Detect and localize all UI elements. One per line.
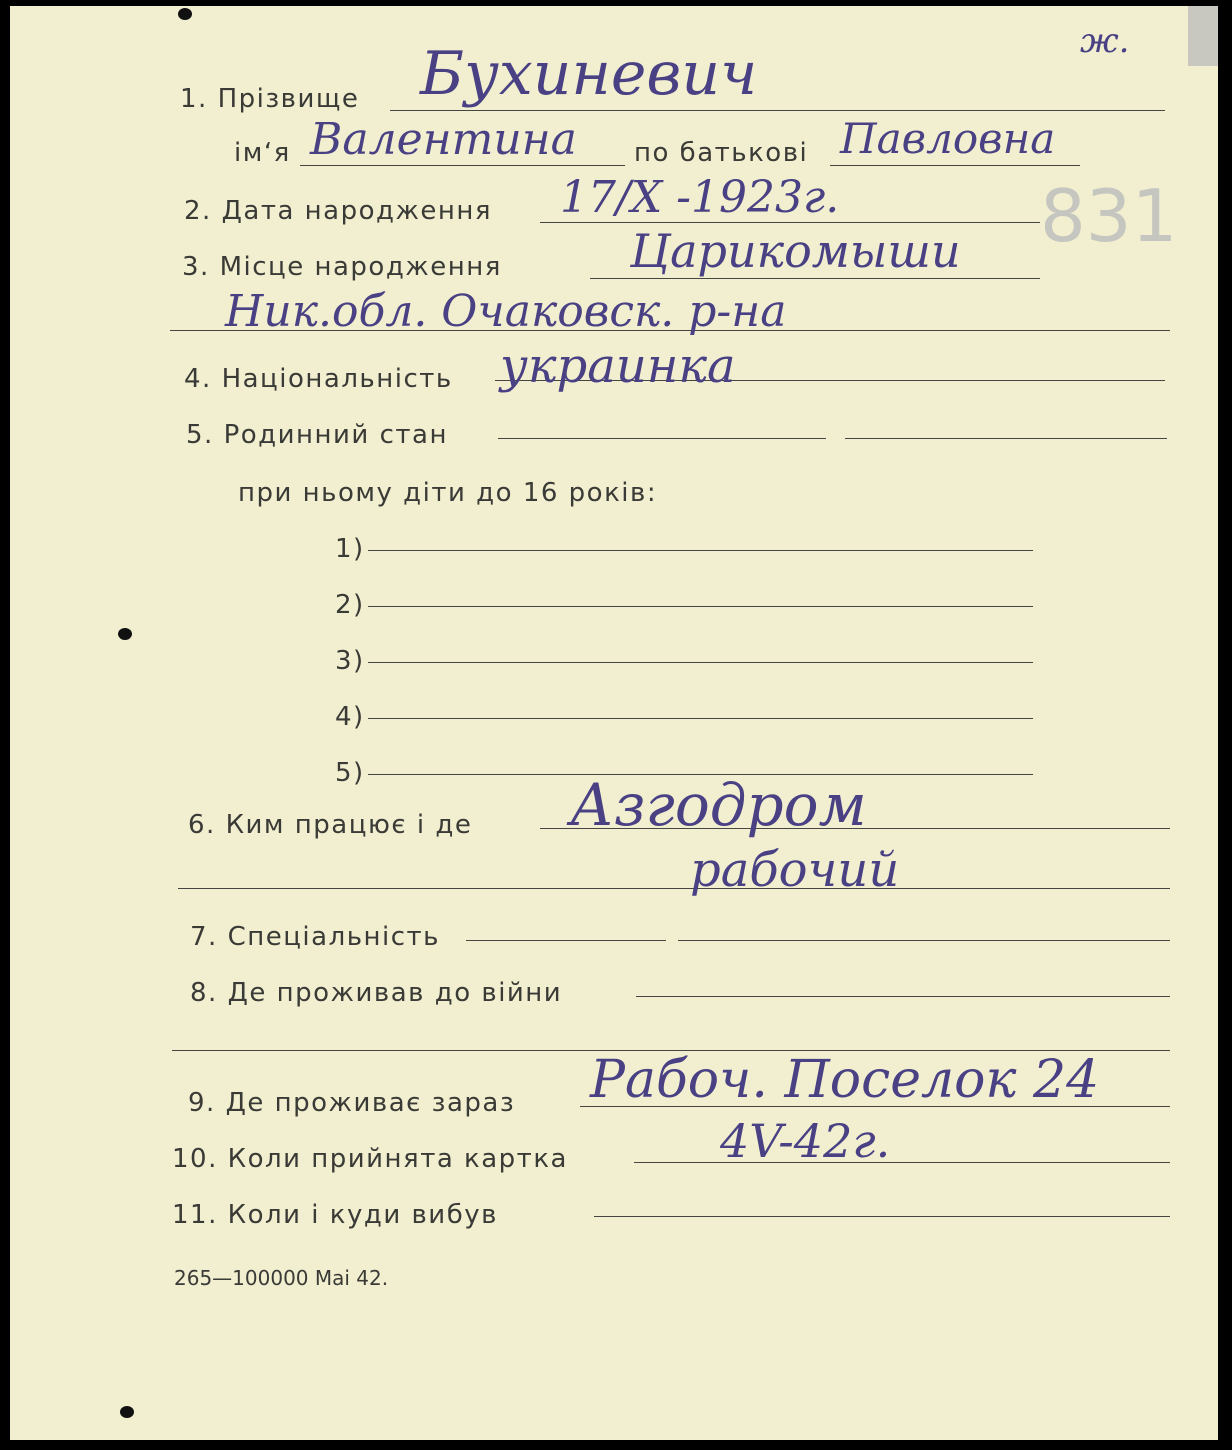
patronymic-line (830, 165, 1080, 166)
first-name-label: ім‘я (234, 138, 291, 168)
children-label: при ньому діти до 16 років: (238, 478, 658, 508)
card-accepted-line (634, 1162, 1170, 1163)
child-3-line (368, 662, 1033, 663)
archive-number: 831 (1040, 174, 1178, 258)
birth-place-line (590, 278, 1040, 279)
occupation-value-2: рабочий (690, 842, 900, 898)
birth-date-value: 17/X -1923г. (560, 172, 840, 223)
occupation-line-2 (178, 888, 1170, 889)
patronymic-label: по батькові (634, 138, 809, 168)
punch-hole-top (178, 8, 192, 20)
departed-line (594, 1216, 1170, 1217)
patronymic-value: Павловна (840, 114, 1056, 163)
current-residence-value: Рабоч. Поселок 24 (590, 1050, 1100, 1110)
birth-place-value: Царикомыши (630, 224, 961, 278)
child-4-label: 4) (335, 702, 365, 732)
card-accepted-label: 10. Коли прийнята картка (172, 1144, 568, 1174)
occupation-value: Азгодром (570, 771, 867, 839)
birth-place-label: 3. Місце народження (182, 252, 502, 282)
card-accepted-value: 4V-42г. (720, 1114, 891, 1168)
child-2-line (368, 606, 1033, 607)
marital-status-line-b (845, 438, 1167, 439)
first-name-line (300, 165, 625, 166)
birth-place-value-2: Ник.обл. Очаковск. р-на (225, 286, 787, 337)
specialty-line-b (678, 940, 1170, 941)
child-1-label: 1) (335, 534, 365, 564)
child-2-label: 2) (335, 590, 365, 620)
corner-tab (1188, 6, 1218, 66)
birth-date-label: 2. Дата народження (184, 196, 493, 226)
child-1-line (368, 550, 1033, 551)
nationality-value: украинка (500, 338, 736, 394)
marital-status-line-a (498, 438, 826, 439)
occupation-label: 6. Ким працює і де (188, 810, 473, 840)
departed-label: 11. Коли і куди вибув (172, 1200, 498, 1230)
print-code: 265—100000 Mai 42. (174, 1266, 389, 1290)
specialty-label: 7. Спеціальність (190, 922, 441, 952)
marital-status-label: 5. Родинний стан (186, 420, 448, 450)
nationality-label: 4. Національність (184, 364, 453, 394)
surname-line (390, 110, 1165, 111)
punch-hole-bottom (120, 1406, 134, 1418)
child-3-label: 3) (335, 646, 365, 676)
current-residence-label: 9. Де проживає зараз (188, 1088, 516, 1118)
prewar-residence-line (636, 996, 1170, 997)
prewar-residence-label: 8. Де проживав до війни (190, 978, 563, 1008)
first-name-value: Валентина (310, 114, 577, 165)
corner-note: ж. (1080, 21, 1130, 61)
surname-label: 1. Прізвище (180, 84, 360, 114)
child-5-label: 5) (335, 758, 365, 788)
surname-value: Бухиневич (420, 39, 758, 109)
punch-hole-middle (118, 628, 132, 640)
specialty-line-a (466, 940, 666, 941)
child-4-line (368, 718, 1033, 719)
